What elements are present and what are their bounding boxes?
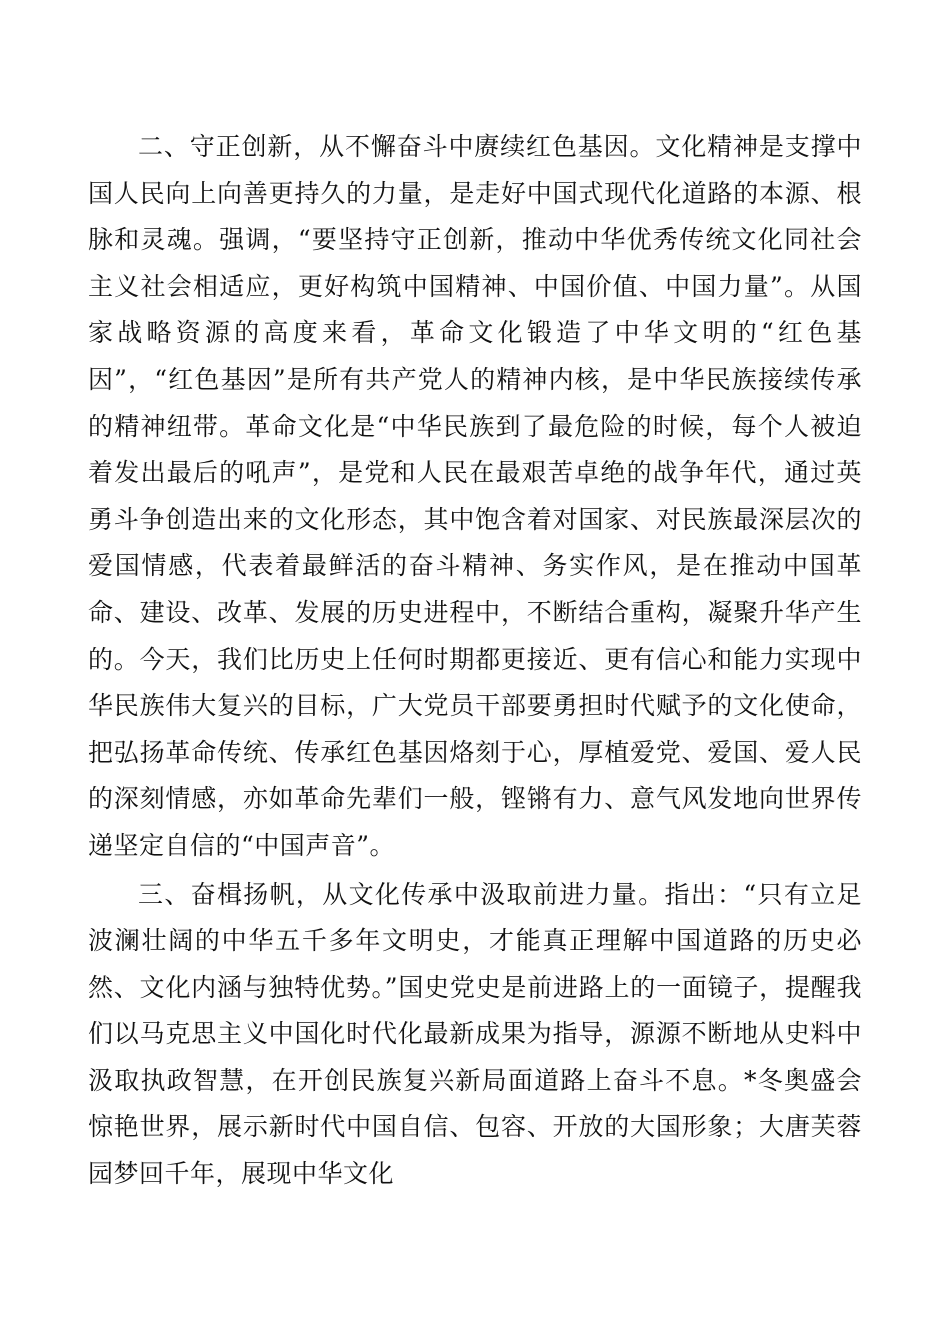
paragraph-section-three: 三、奋楫扬帆，从文化传承中汲取前进力量。指出：“只有立足波澜壮阔的中华五千多年文明史，才能真正理解中国道路的历史必然、文化内涵与独特优势。”国史党史是前进路上的一面镜子，提醒我们以马克思主义中国化时代化最新成果为指导，源源不断地从史料中汲取执政智慧，在开创民族复兴新局面道路上奋斗不息。*冬奥盛会惊艳世界，展示新时代中国自信、包容、开放的大国形象；大唐芙蓉园梦回千年，展现中华文化 [88,879,862,1189]
paragraph-section-two: 二、守正创新，从不懈奋斗中赓续红色基因。文化精神是支撑中国人民向上向善更持久的力量，是走好中国式现代化道路的本源、根脉和灵魂。强调，“要坚持守正创新，推动中华优秀传统文化同社会主义社会相适应，更好构筑中国精神、中国价值、中国力量”。从国家战略资源的高度来看，革命文化锻造了中华文明的“红色基因”，“红色基因”是所有共产党人的精神内核，是中华民族接续传承的精神纽带。革命文化是“中华民族到了最危险的时候，每个人被迫着发出最后的吼声”，是党和人民在最艰苦卓绝的战争年代，通过英勇斗争创造出来的文化形态，其中饱含着对国家、对民族最深层次的爱国情感，代表着最鲜活的奋斗精神、务实作风，是在推动中国革命、建设、改革、发展的历史进程中，不断结合重构，凝聚升华产生的。今天，我们比历史上任何时期都更接近、更有信心和能力实现中华民族伟大复兴的目标，广大党员干部要勇担时代赋予的文化使命，把弘扬革命传统、传承红色基因烙刻于心，厚植爱党、爱国、爱人民的深刻情感，亦如革命先辈们一般，铿锵有力、意气风发地向世界传递坚定自信的“中国声音”。 [88,132,862,860]
document-body [88,124,862,1198]
